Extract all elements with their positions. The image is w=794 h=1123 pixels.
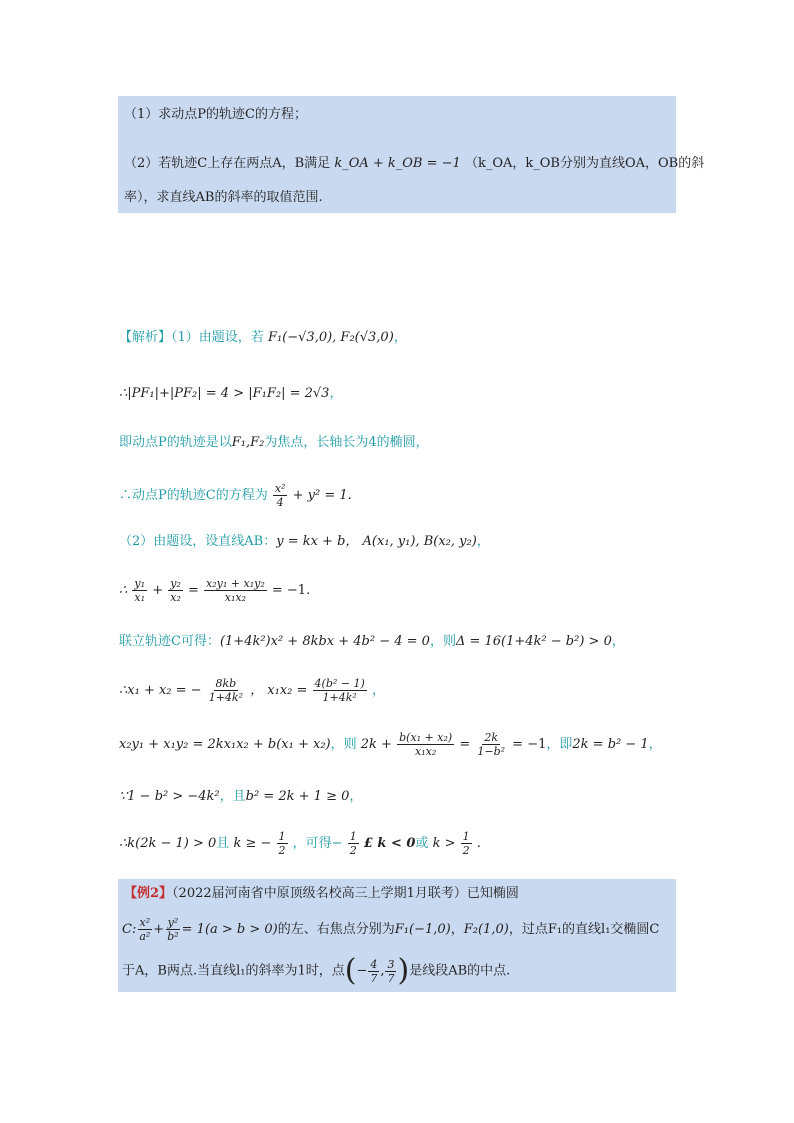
solution-line-4 xyxy=(119,479,352,513)
solution-l6-frac-1 xyxy=(132,577,147,604)
example-tag: 【例2】 xyxy=(124,886,173,901)
solution-l7-end: ， xyxy=(611,634,625,649)
solution-l10-math2: b² = 2k + 1 ≥ 0 xyxy=(245,789,350,804)
solution-line-5 xyxy=(119,532,490,552)
frac-den: 1+4k² xyxy=(208,691,244,704)
example-l2-math3: F₂(1,0) xyxy=(463,922,509,937)
example-source: （2022届河南省中原顶级名校高三上学期1月联考）已知椭圆 xyxy=(172,886,519,901)
frac-num: x² xyxy=(274,482,286,495)
frac-num: 1 xyxy=(462,830,470,843)
frac-num: 4(b² − 1) xyxy=(314,677,365,690)
solution-l1-text: （1）由题设，若 xyxy=(171,330,264,345)
frac-num: 1 xyxy=(278,830,286,843)
frac-num: 3 xyxy=(387,957,395,971)
solution-l9-eq: = xyxy=(459,737,471,752)
example-l2-sep: ， xyxy=(450,922,464,937)
solution-l3-text-b: 为焦点，长轴长为4的椭圆， xyxy=(264,435,429,450)
solution-line-3 xyxy=(119,433,429,453)
frac-den: 2 xyxy=(462,844,470,857)
frac-den: 2 xyxy=(349,844,357,857)
example-l2-math2: F₁(−1,0) xyxy=(394,922,451,937)
solution-l9-math: x₂y₁ + x₁y₂ = 2kx₁x₂ + b(x₁ + x₂) xyxy=(119,737,331,752)
problem-part2-a: （2）若轨迹C上存在两点A，B满足 xyxy=(124,156,331,171)
frac-num: y² xyxy=(167,916,179,929)
solution-l8-pre: ∴x₁ + x₂ = − xyxy=(119,683,202,698)
problem-part2-b: （k_OA，k_OB分别为直线OA，OB的斜 xyxy=(464,156,705,171)
problem-part2-c: 率），求直线AB的斜率的取值范围. xyxy=(124,190,323,205)
solution-l3-text-a: 即动点P的轨迹是以 xyxy=(119,435,232,450)
solution-l6-end: = −1. xyxy=(271,583,311,598)
frac-den: x₁ xyxy=(134,591,146,604)
example-l3-text-a: 于A，B两点.当直线l₁的斜率为1时，点 xyxy=(122,963,345,979)
solution-l9-text-b: ，即 xyxy=(546,737,573,752)
example-l2-frac-1 xyxy=(137,916,152,943)
solution-l2-end: ， xyxy=(329,386,343,401)
solution-l4-frac xyxy=(273,482,288,509)
solution-line-10 xyxy=(119,787,362,807)
solution-l11-text-b: ，可得− xyxy=(292,836,343,851)
solution-l9-rest: = −1 xyxy=(512,737,547,752)
frac-num: 2k xyxy=(484,731,499,744)
solution-line-11 xyxy=(119,826,481,862)
frac-den: x₂ xyxy=(170,591,181,604)
solution-l8-end: ， xyxy=(371,683,385,698)
solution-l7-math2: Δ = 16(1+4k² − b²) > 0 xyxy=(455,634,612,649)
solution-l7-text-b: ，则 xyxy=(429,634,456,649)
frac-den: a² xyxy=(139,930,151,943)
example-l2-frac-2 xyxy=(165,916,180,943)
solution-l11-math: ∴k(2k − 1) > 0 xyxy=(119,836,217,851)
frac-den: 1−b² xyxy=(477,745,506,758)
example-l3-frac-1 xyxy=(368,958,379,985)
solution-l11-frac-3 xyxy=(461,830,472,857)
solution-l9-frac-2 xyxy=(475,731,507,758)
frac-den: b² xyxy=(167,930,179,943)
solution-l8-mid: ， x₁x₂ = xyxy=(250,683,308,698)
frac-den: 7 xyxy=(370,971,378,985)
frac-num: 1 xyxy=(349,830,357,843)
example-line-1 xyxy=(124,884,519,904)
solution-l4-text: ∴动点P的轨迹C的方程为 xyxy=(119,488,268,503)
solution-l6-eq: = xyxy=(188,583,199,598)
solution-l11-pre2: k ≥ − xyxy=(233,836,272,851)
solution-l11-mid: £ k < 0 xyxy=(363,836,416,851)
solution-l9-pre2: 2k + xyxy=(360,737,392,752)
frac-den: 1+4k² xyxy=(322,691,357,704)
solution-l6-pre: ∴ xyxy=(119,583,128,598)
frac-den: 7 xyxy=(387,971,395,985)
example-l3-text-b: 是线段AB的中点. xyxy=(409,963,511,979)
example-line-2 xyxy=(122,912,659,948)
example-l3-comma: , xyxy=(380,963,385,979)
solution-l9-frac-1 xyxy=(397,731,454,758)
example-l2-plus: + xyxy=(153,922,165,937)
solution-line-8 xyxy=(119,673,385,709)
solution-line-1 xyxy=(119,328,407,348)
solution-l8-frac-1 xyxy=(207,677,245,704)
frac-num: 4 xyxy=(370,957,378,971)
solution-l6-frac-2 xyxy=(168,577,183,604)
example-l3-frac-2 xyxy=(385,958,396,985)
example-l2-pre: C: xyxy=(122,922,137,937)
solution-line-9 xyxy=(119,727,662,763)
solution-l11-text-a: 且 xyxy=(216,836,230,851)
solution-l7-text-a: 联立轨迹C可得： xyxy=(119,634,220,649)
solution-l10-text: ，且 xyxy=(219,789,246,804)
example-l3-lparen: ( xyxy=(344,953,357,988)
solution-l1-end: ， xyxy=(393,330,407,345)
solution-l9-text-a: ，则 xyxy=(330,737,357,752)
example-l3-minus: − xyxy=(356,963,368,979)
problem-part2-cond: k_OA + k_OB = −1 xyxy=(334,156,461,171)
problem-part2 xyxy=(124,154,704,174)
frac-num: x² xyxy=(139,916,151,929)
example-l2-text-b: ，过点F₁的直线l₁交椭圆C xyxy=(508,922,660,937)
example-l3-rparen: ) xyxy=(397,953,410,988)
solution-l11-frac-2 xyxy=(348,830,359,857)
frac-num: y₂ xyxy=(170,577,181,590)
solution-l3-math: F₁,F₂ xyxy=(231,435,265,450)
example-l2-text-a: 的左、右焦点分别为 xyxy=(277,922,395,937)
frac-num: y₁ xyxy=(134,577,146,590)
solution-l6-plus: + xyxy=(152,583,164,598)
solution-l8-frac-2 xyxy=(313,677,367,704)
problem-part1: （1）求动点P的轨迹C的方程； xyxy=(124,107,307,122)
solution-l11-pre3: k > xyxy=(432,836,456,851)
solution-l4-rest: + y² = 1. xyxy=(292,488,352,503)
frac-den: 4 xyxy=(276,496,284,509)
example-l2-rest: = 1(a > b > 0) xyxy=(181,922,278,937)
solution-l10-end: ， xyxy=(349,789,363,804)
solution-l11-end: . xyxy=(476,836,481,851)
solution-tag: 【解析】 xyxy=(119,330,172,345)
solution-l9-end: ， xyxy=(648,737,662,752)
frac-num: 8kb xyxy=(215,677,237,690)
solution-l1-math: F₁(−√3,0), F₂(√3,0) xyxy=(267,330,394,345)
solution-l11-frac-1 xyxy=(277,830,288,857)
solution-line-7 xyxy=(119,632,625,652)
solution-l6-frac-3 xyxy=(204,577,267,604)
solution-l11-text-c: 或 xyxy=(415,836,429,851)
solution-l2-math: ∴|PF₁|+|PF₂| = 4 > |F₁F₂| = 2√3 xyxy=(119,386,330,401)
solution-line-2 xyxy=(119,384,342,404)
frac-den: 2 xyxy=(278,844,286,857)
solution-l9-math3: 2k = b² − 1 xyxy=(572,737,649,752)
solution-l7-math: (1+4k²)x² + 8kbx + 4b² − 4 = 0 xyxy=(219,634,430,649)
solution-line-6 xyxy=(119,573,310,609)
solution-l5-end: ， xyxy=(476,534,490,549)
frac-num: b(x₁ + x₂) xyxy=(399,731,453,744)
solution-l5-text: （2）由题设，设直线AB： xyxy=(119,534,277,549)
solution-l10-math: ∵1 − b² > −4k² xyxy=(119,789,220,804)
frac-den: x₁x₂ xyxy=(415,745,437,758)
solution-l5-math: y = kx + b， A(x₁, y₁), B(x₂, y₂) xyxy=(276,534,477,549)
frac-den: x₁x₂ xyxy=(224,591,246,604)
frac-num: x₂y₁ + x₁y₂ xyxy=(206,577,265,590)
example-line-3 xyxy=(122,951,510,992)
